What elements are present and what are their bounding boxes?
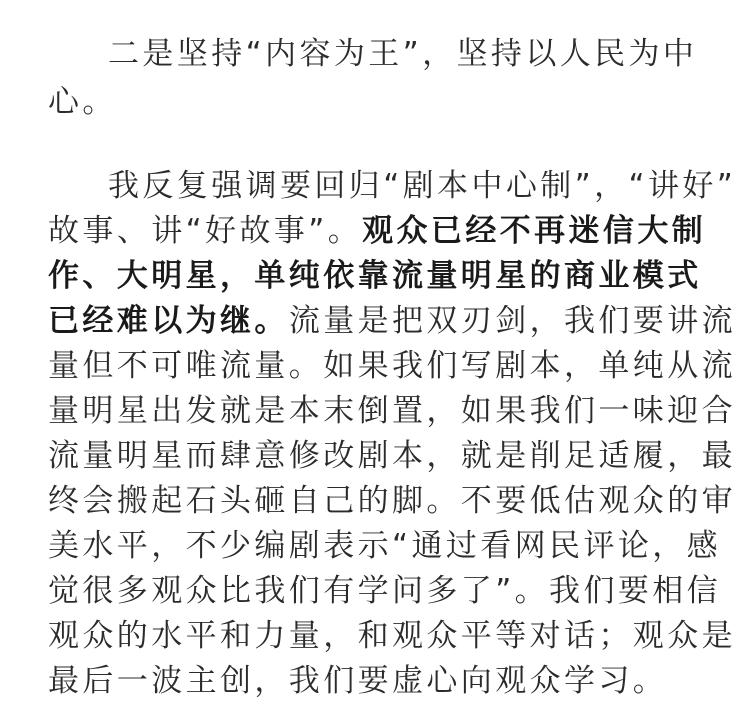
paragraph-2-line-1: [108, 166, 736, 206]
text-run: 量但不可唯流量。如果我们写剧本，单纯从流: [48, 348, 736, 384]
text-run: 美水平，不少编剧表示“通过看网民评论，感: [48, 528, 722, 564]
text-run: 流量明星而肆意修改剧本，就是削足适履，最: [48, 438, 736, 474]
paragraph-2-line-3: [48, 256, 702, 296]
paragraph-1-line-1: [108, 34, 697, 74]
bold-text-run: 已经难以为继。: [48, 303, 289, 339]
text-run: 我反复强调要回归“剧本中心制”，“讲好”: [108, 168, 736, 204]
bold-text-run: 观众已经不再迷信大制: [362, 213, 707, 249]
paragraph-2-line-12: [48, 661, 667, 701]
paragraph-2-line-11: [48, 616, 736, 656]
text-run: 觉很多观众比我们有学问多了”。我们要相信: [48, 573, 722, 609]
paragraph-2-line-10: [48, 571, 721, 611]
paragraph-2-line-8: [48, 481, 736, 521]
text-run: 心。: [48, 84, 117, 120]
text-run: 最后一波主创，我们要虚心向观众学习。: [48, 663, 668, 699]
paragraph-2-line-9: [48, 526, 721, 566]
text-run: 二是坚持“内容为王”，坚持以人民为中: [108, 36, 698, 72]
text-run: 量明星出发就是本末倒置，如果我们一味迎合: [48, 393, 736, 429]
text-run: 观众的水平和力量，和观众平等对话；观众是: [48, 618, 736, 654]
text-run: 故事、讲“好故事”。: [48, 213, 363, 249]
text-run: 流量是把双刃剑，我们要讲流: [288, 303, 736, 339]
text-run: 终会搬起石头砸自己的脚。不要低估观众的审: [48, 483, 736, 519]
paragraph-2-line-4: [48, 301, 736, 341]
paragraph-2-line-5: [48, 346, 736, 386]
paragraph-1-line-2: [48, 82, 117, 122]
paragraph-2-line-2: [48, 211, 706, 251]
paragraph-2-line-6: [48, 391, 736, 431]
bold-text-run: 作、大明星，单纯依靠流量明星的商业模式: [48, 258, 702, 294]
paragraph-2-line-7: [48, 436, 736, 476]
